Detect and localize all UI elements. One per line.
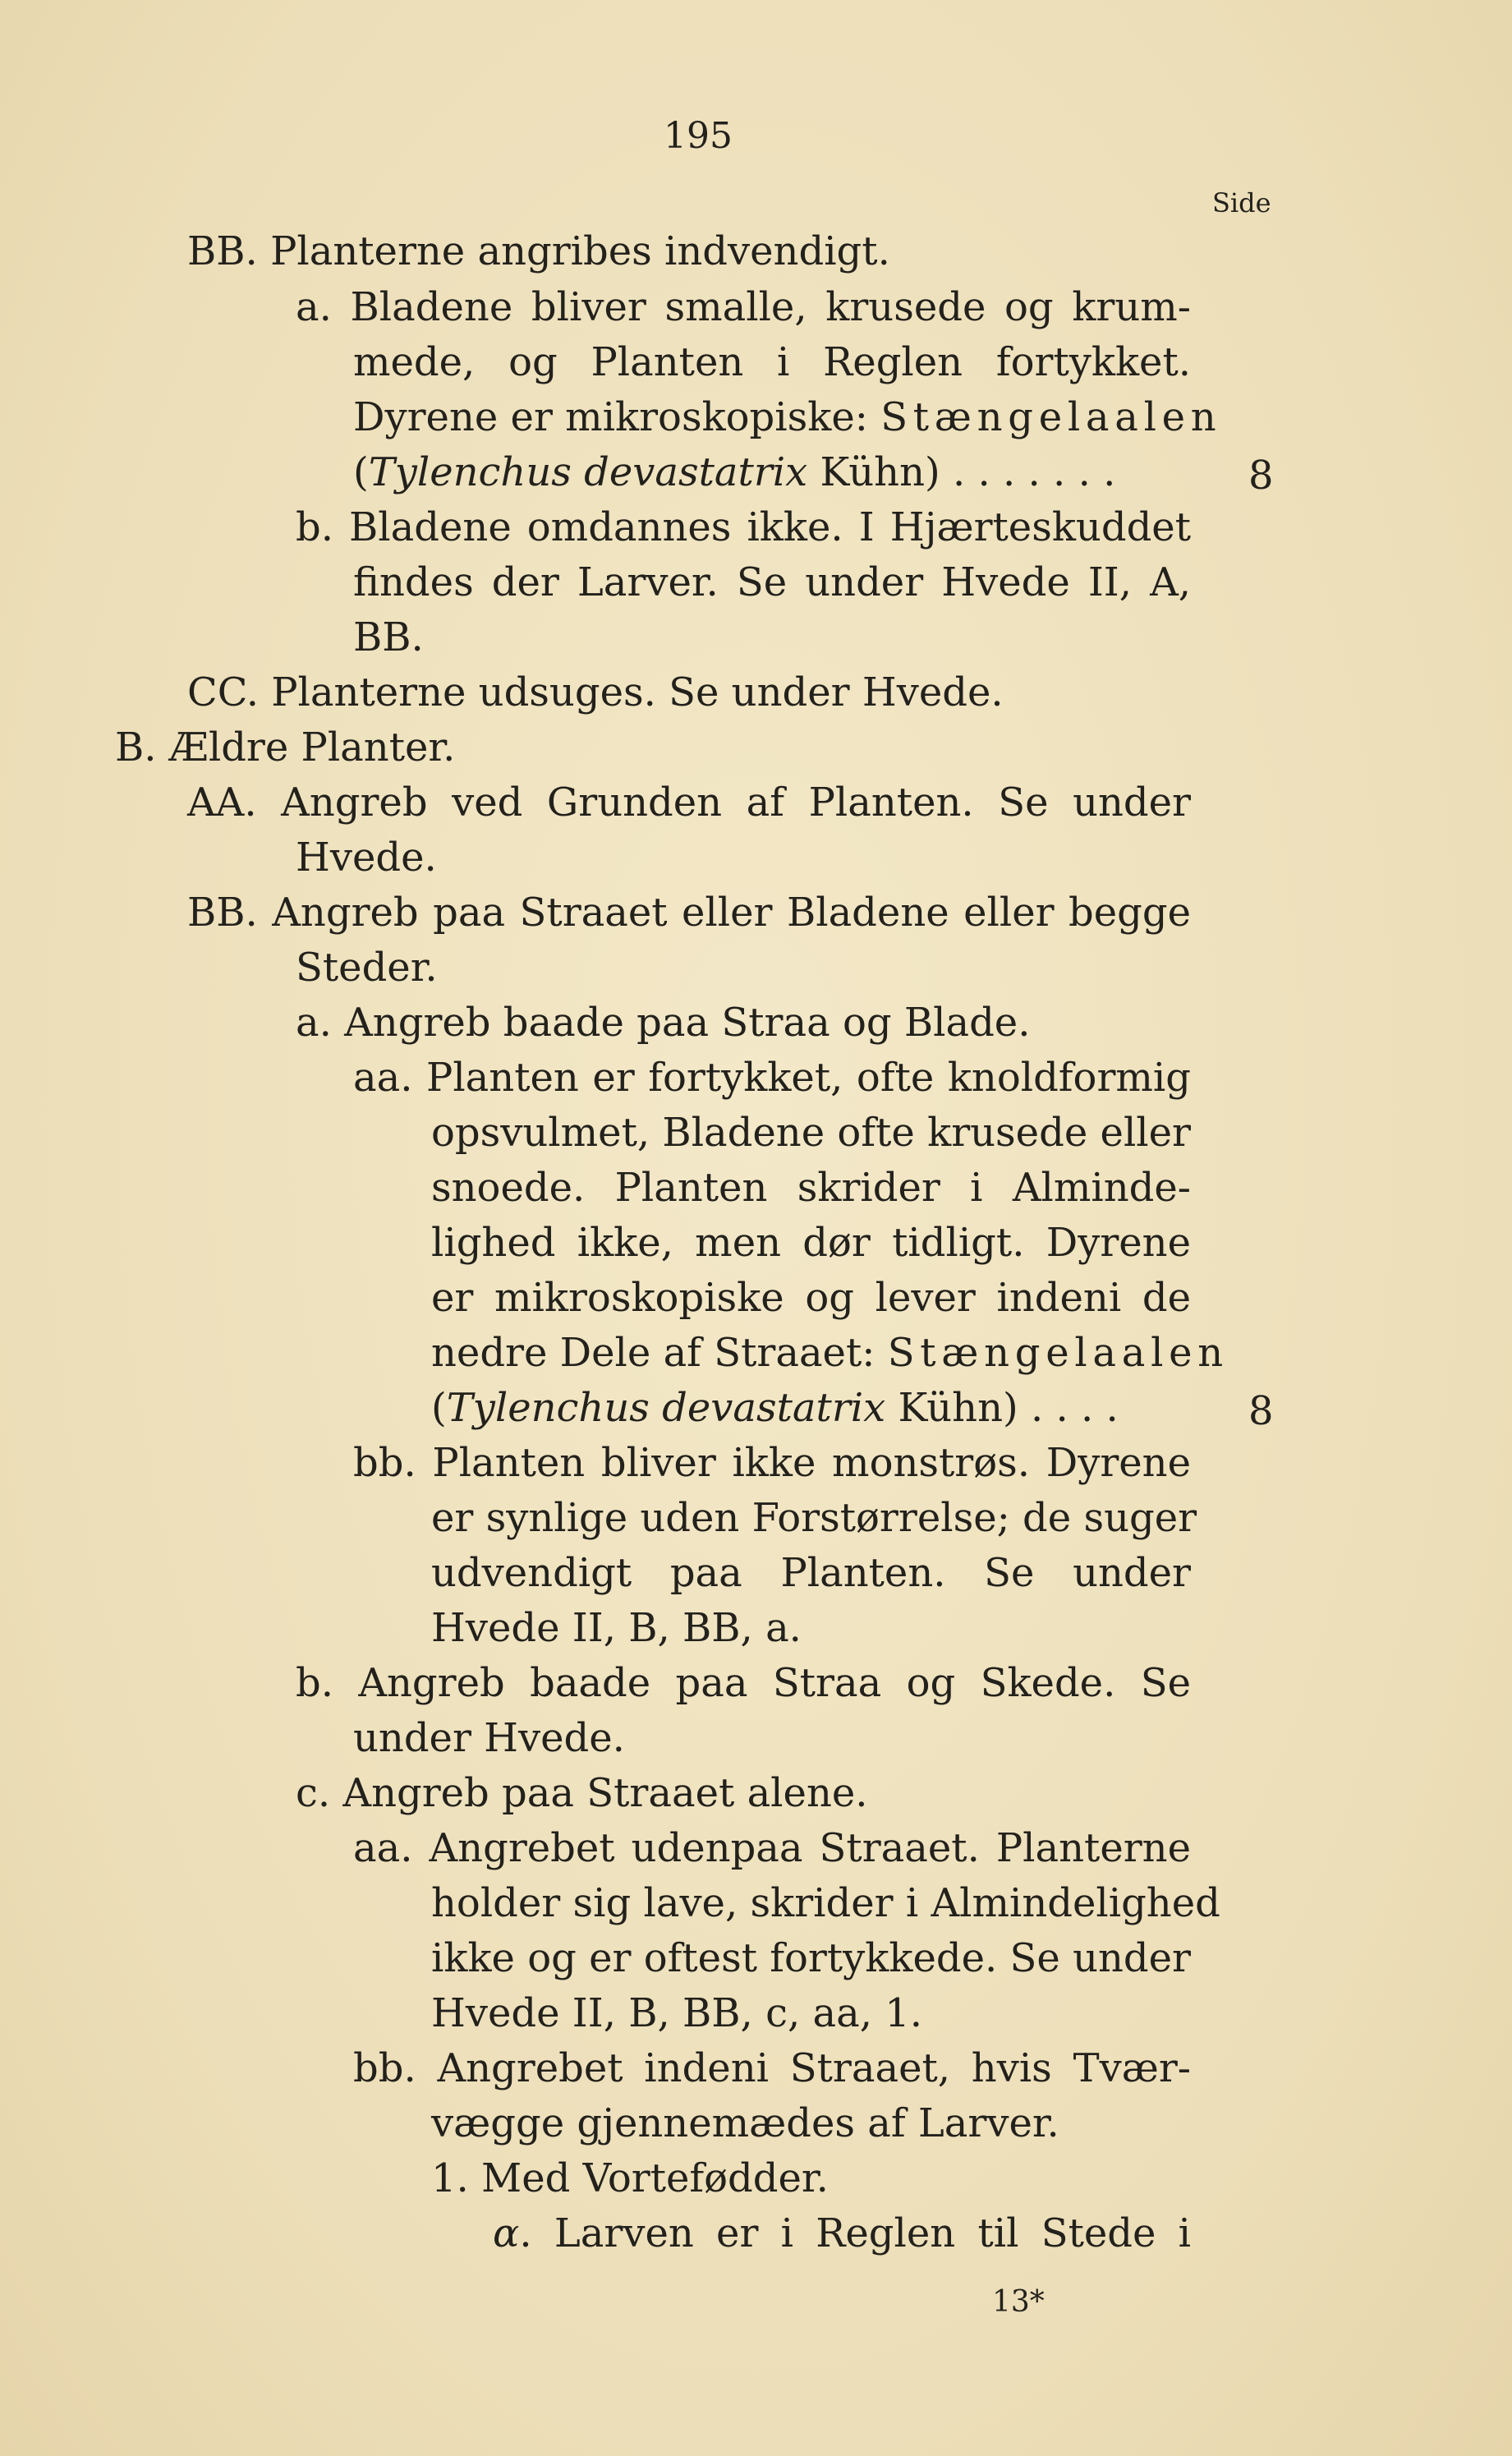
text-line: a. Angreb baade paa Straa og Blade.	[296, 1000, 1031, 1046]
text-line: BB. Angreb paa Straaet eller Bladene eller begge	[187, 890, 1191, 936]
text-line: BB. Planterne angribes indvendigt.	[187, 228, 890, 274]
text-line: Steder.	[296, 945, 438, 991]
text-line: aa. Angrebet udenpaa Straaet. Planterne	[353, 1825, 1191, 1871]
text-line: opsvulmet, Bladene ofte krusede eller	[431, 1110, 1191, 1156]
text-line: b. Angreb baade paa Straa og Skede. Se	[296, 1660, 1191, 1706]
text-line: Hvede.	[296, 835, 437, 881]
text-line: lighed ikke, men dør tidligt. Dyrene	[431, 1220, 1191, 1266]
text-line: CC. Planterne udsuges. Se under Hvede.	[187, 669, 1004, 715]
page-reference: 8	[1248, 1388, 1274, 1434]
text-line: bb. Planten bliver ikke monstrøs. Dyrene	[353, 1440, 1191, 1486]
text-line: Hvede II, B, BB, a.	[431, 1605, 802, 1651]
side-column-label: Side	[1212, 187, 1271, 218]
text-line: B. Ældre Planter.	[115, 724, 456, 770]
text-line: a. Bladene bliver smalle, krusede og krum-	[296, 284, 1191, 330]
text-line: udvendigt paa Planten. Se under	[431, 1550, 1191, 1596]
text-line: er synlige uden Forstørrelse; de suger	[431, 1495, 1197, 1541]
text-line: ikke og er oftest fortykkede. Se under	[431, 1935, 1191, 1981]
text-line: aa. Planten er fortykket, ofte knoldformig	[353, 1055, 1191, 1101]
page-number: 195	[664, 115, 733, 157]
text-line: mede, og Planten i Reglen fortykket.	[353, 339, 1191, 385]
text-line: c. Angreb paa Straaet alene.	[296, 1770, 868, 1816]
signature-mark: 13*	[992, 2285, 1045, 2319]
text-line: under Hvede.	[353, 1715, 625, 1761]
page-reference: 8	[1248, 453, 1274, 499]
text-line: vægge gjennemædes af Larver.	[431, 2100, 1059, 2146]
text-line: nedre Dele af Straaet: Stængelaalen	[431, 1330, 1229, 1376]
text-line: 1. Med Vortefødder.	[431, 2155, 829, 2201]
text-line: bb. Angrebet indeni Straaet, hvis Tvær-	[353, 2045, 1191, 2091]
text-line: (Tylenchus devastatrix Kühn) . . . . . . .	[353, 449, 1116, 495]
text-line: α. Larven er i Reglen til Stede i	[493, 2210, 1191, 2256]
text-line: AA. Angreb ved Grunden af Planten. Se under	[187, 780, 1191, 826]
text-line: Hvede II, B, BB, c, aa, 1.	[431, 1990, 923, 2036]
text-line: findes der Larver. Se under Hvede II, A,	[353, 559, 1191, 605]
text-line: Dyrene er mikroskopiske: Stængelaalen	[353, 394, 1222, 440]
text-line: er mikroskopiske og lever indeni de	[431, 1275, 1191, 1321]
text-line: snoede. Planten skrider i Alminde-	[431, 1165, 1191, 1211]
text-line: (Tylenchus devastatrix Kühn) . . . .	[431, 1385, 1119, 1431]
text-line: holder sig lave, skrider i Almindelighed	[431, 1880, 1220, 1926]
text-line: b. Bladene omdannes ikke. I Hjærteskuddet	[296, 504, 1191, 550]
text-line: BB.	[353, 614, 424, 660]
